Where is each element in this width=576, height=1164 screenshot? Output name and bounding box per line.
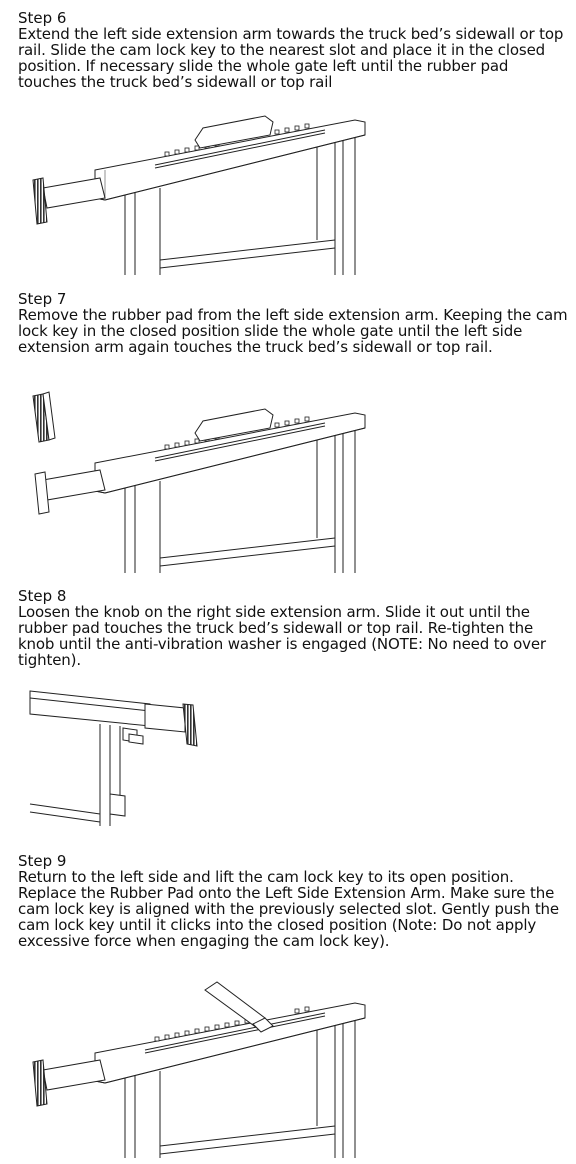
step-8-title: Step 8 <box>18 587 67 605</box>
step-8-illustration <box>25 686 215 836</box>
step-6-text: Extend the left side extension arm towards the truck bed’s sidewall or top rail. Slide the cam lock key to the nearest slot and place it in the closed position. If necessary slide the whole gate left until the rubber pad touches the truck bed’s sidewall or top rail <box>18 25 564 91</box>
step-9-title: Step 9 <box>18 852 67 870</box>
step-7-text: Remove the rubber pad from the left side extension arm. Keeping the cam lock key in the closed position slide the whole gate until the left side extension arm again touches the truck bed’s sidewall or top rail. <box>18 306 568 356</box>
step-6-title: Step 6 <box>18 9 67 27</box>
step-8 <box>18 588 570 668</box>
step-6 <box>18 10 570 90</box>
step-9-text: Return to the left side and lift the cam lock key to its open position. Replace the Rubber Pad onto the Left Side Extension Arm. Make sure the cam lock key is aligned with the previously selected slot. Gently push the cam lock key until it clicks into the closed position (Note: Do not apply excessive force when engaging the cam lock key). <box>18 868 559 950</box>
step-7-illustration <box>25 388 370 573</box>
step-7 <box>18 291 570 355</box>
step-9-illustration <box>25 978 370 1158</box>
step-8-text: Loosen the knob on the right side extension arm. Slide it out until the rubber pad touches the truck bed’s sidewall or top rail. Re-tighten the knob until the anti-vibration washer is engaged (NOTE: No need to over tighten). <box>18 603 546 669</box>
step-7-title: Step 7 <box>18 290 67 308</box>
step-6-illustration <box>25 100 370 275</box>
step-9 <box>18 853 570 949</box>
